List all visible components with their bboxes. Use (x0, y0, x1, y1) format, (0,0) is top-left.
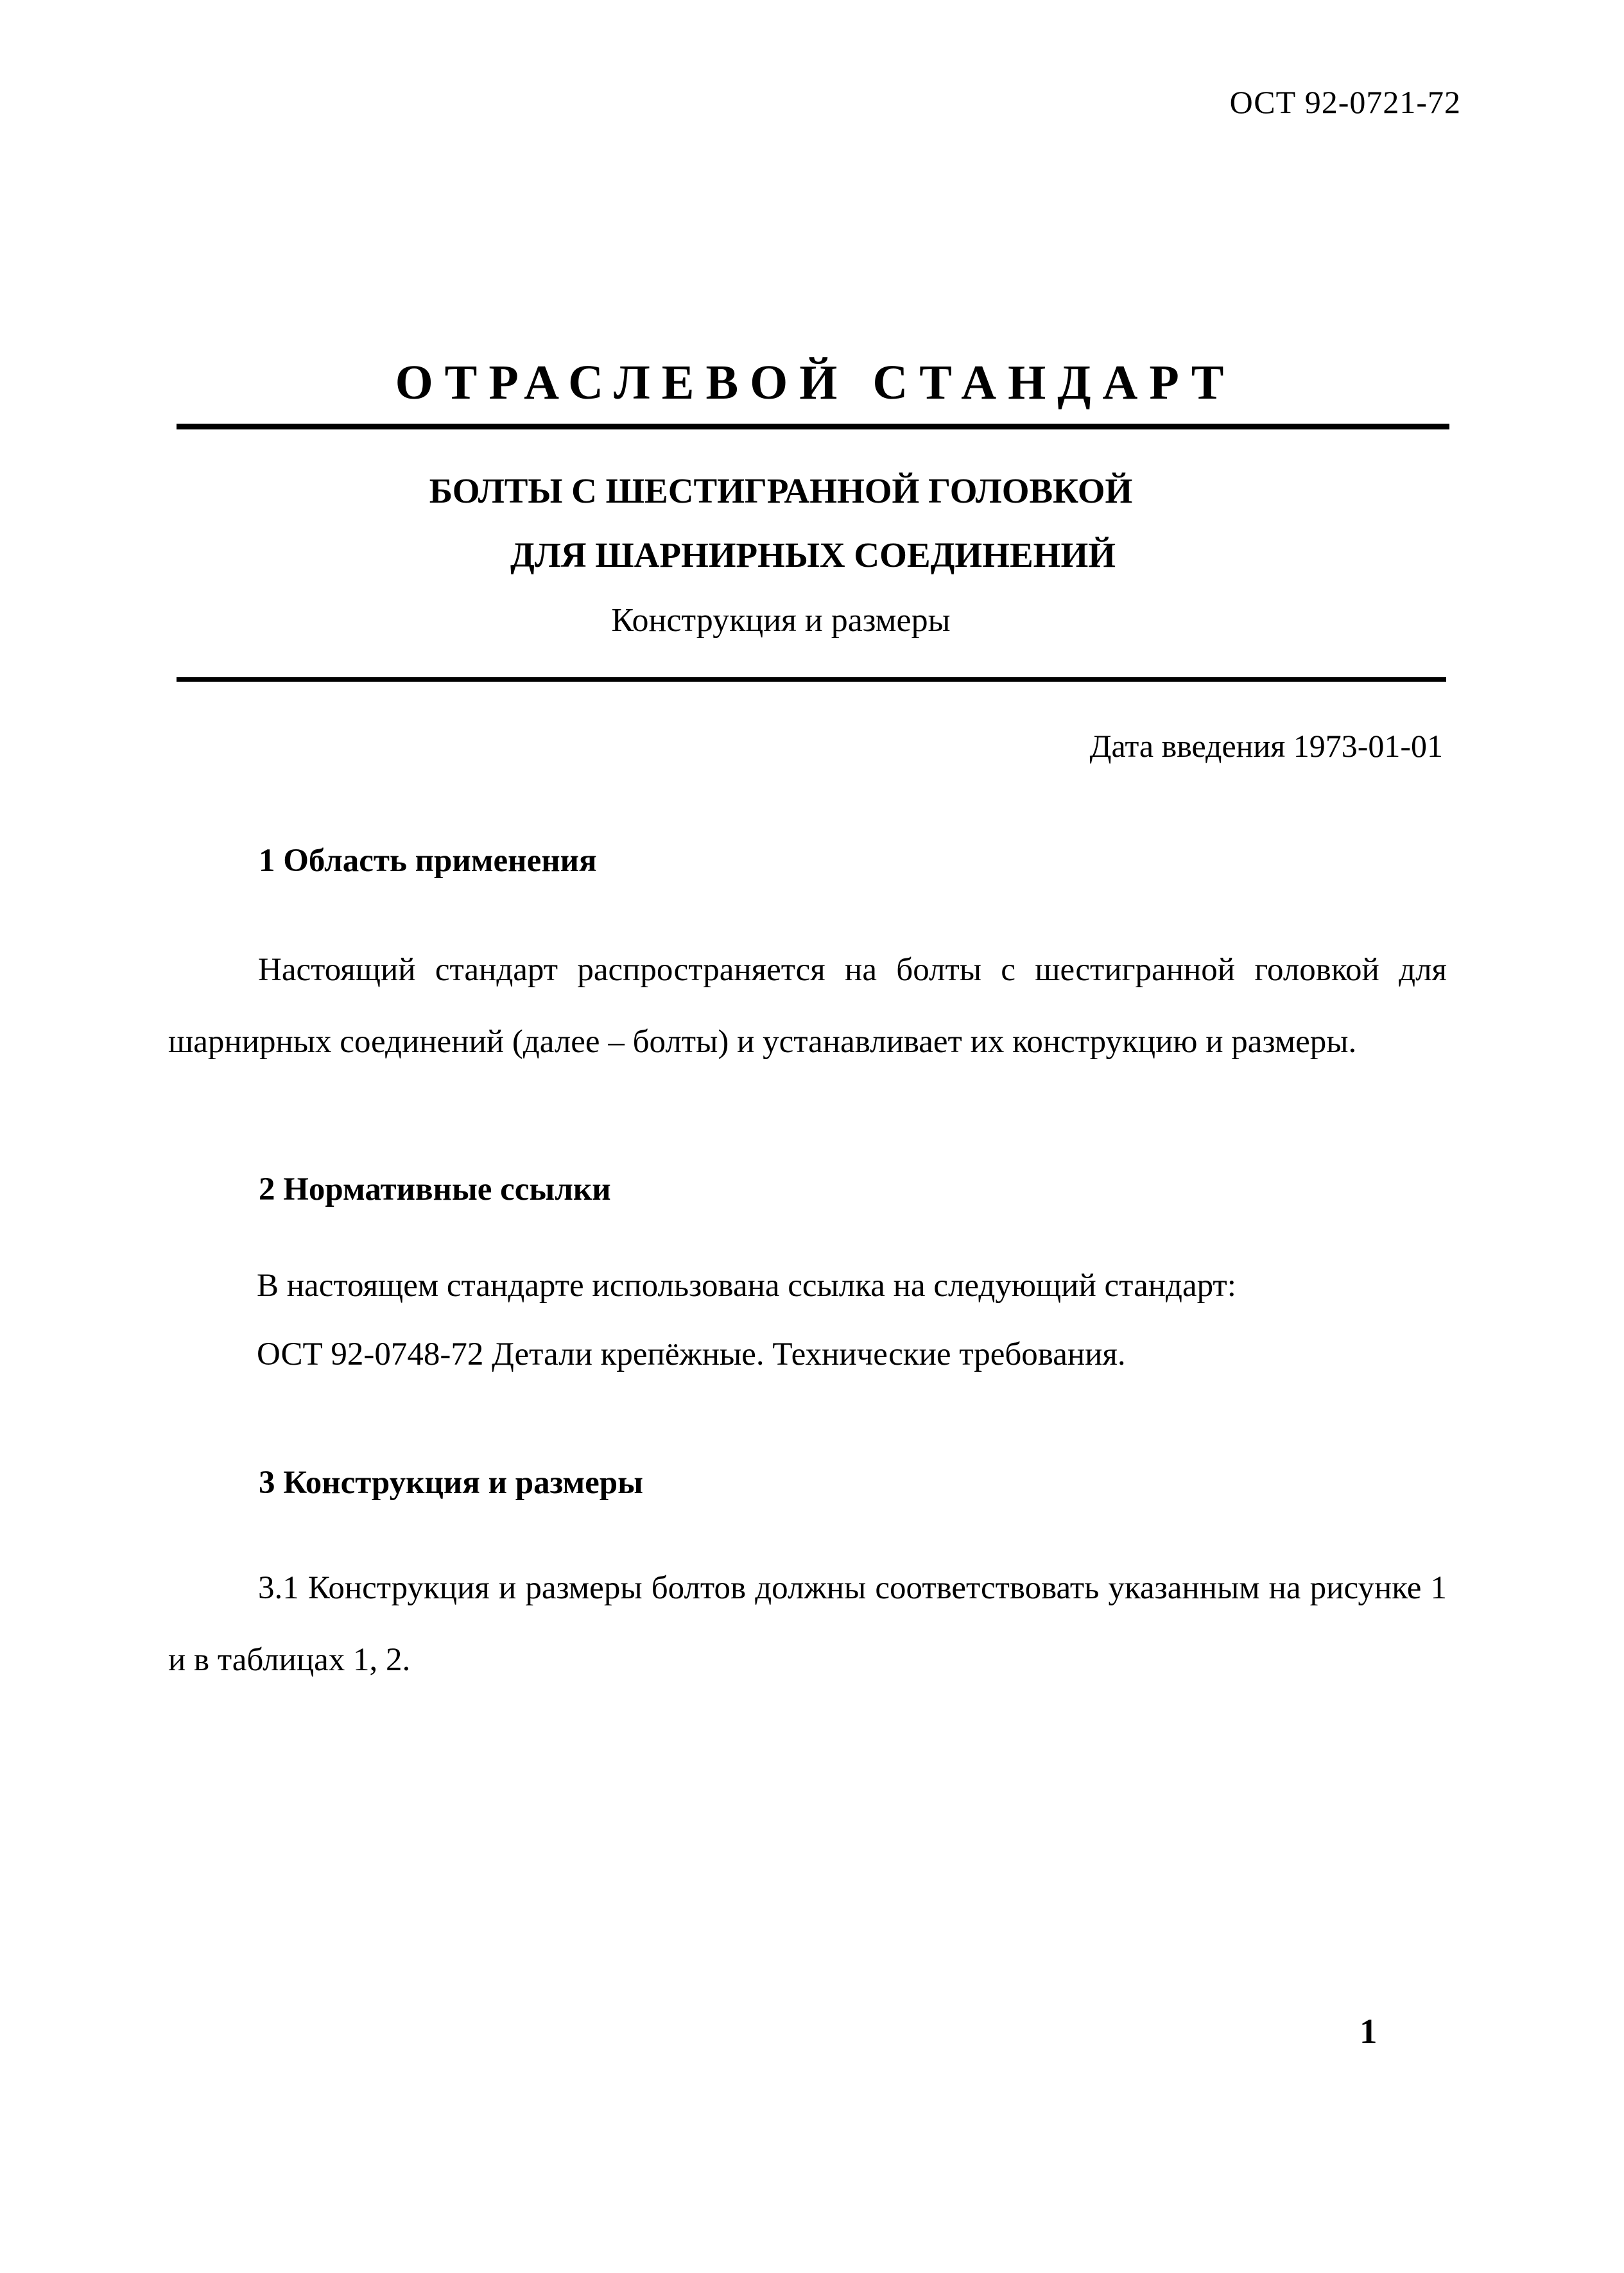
section-3-text: 3.1 Конструкция и размеры болтов должны соответствовать указанным на рисунке 1 и в таблицах 1, 2. (168, 1570, 1447, 1678)
subtitle-line-3: Конструкция и размеры (611, 602, 951, 639)
subtitle-line-2: ДЛЯ ШАРНИРНЫХ СОЕДИНЕНИЙ (510, 535, 1116, 575)
section-3-heading: 3 Конструкция и размеры (259, 1465, 643, 1501)
section-1-heading: 1 Область применения (259, 843, 597, 879)
subtitle-line-1: БОЛТЫ С ШЕСТИГРАННОЙ ГОЛОВКОЙ (429, 471, 1133, 510)
title-divider (177, 424, 1449, 429)
introduction-date: Дата введения 1973-01-01 (1089, 728, 1443, 764)
normative-reference: ОСТ 92-0748-72 Детали крепёжные. Технические требования. (257, 1336, 1126, 1372)
section-1-text: Настоящий стандарт распространяется на болты с шестигранной головкой для шарнирных соединений (далее – болты) и устанавливает их конструкцию и размеры. (168, 952, 1447, 1060)
subtitle-divider (177, 677, 1446, 682)
document-code: ОСТ 92-0721-72 (1229, 84, 1461, 120)
page-number: 1 (1360, 2012, 1378, 2051)
standard-title: ОТРАСЛЕВОЙ СТАНДАРТ (395, 356, 1236, 410)
section-2-heading: 2 Нормативные ссылки (259, 1171, 611, 1207)
section-2-text: В настоящем стандарте использована ссылка на следующий стандарт: (257, 1268, 1236, 1304)
